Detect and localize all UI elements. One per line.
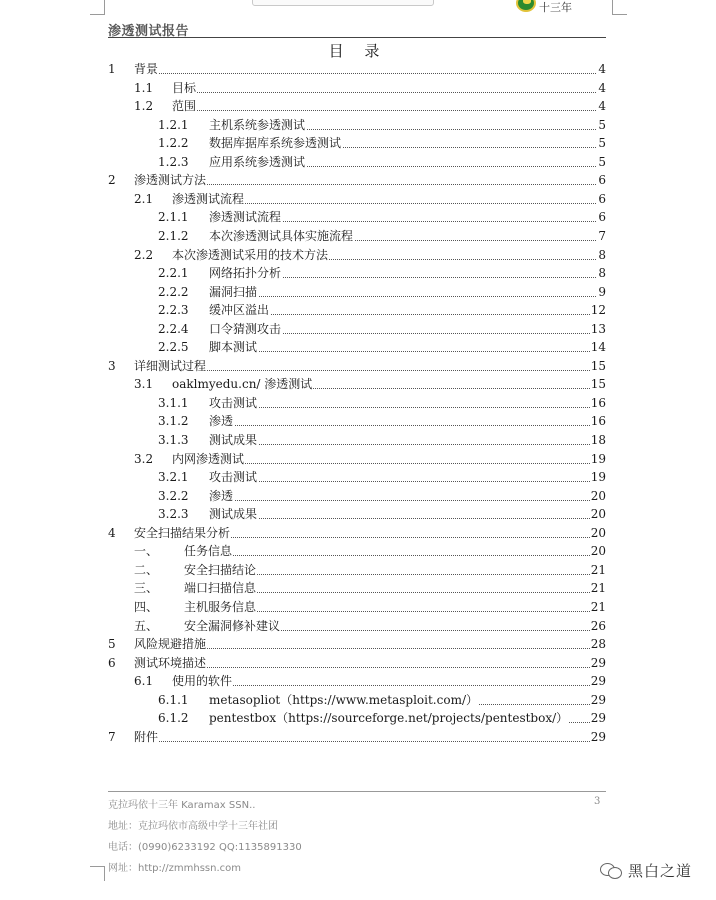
- toc-entry-title: 风险规避措施: [134, 637, 207, 652]
- toc-entry-leader: [134, 73, 596, 74]
- toc-entry-page: 8: [598, 247, 606, 262]
- toc-entry-number: 3.1.2: [158, 414, 189, 429]
- toc-entry[interactable]: [0, 635, 606, 653]
- toc-entry-title: 范围: [172, 99, 197, 114]
- toc-entry[interactable]: [0, 450, 606, 468]
- toc-entry-page: 21: [590, 599, 606, 614]
- toc-entry[interactable]: [0, 246, 606, 264]
- toc-entry-number: 3.1: [134, 377, 154, 392]
- toc-entry-title: 本次渗透测试采用的技术方法: [172, 247, 329, 262]
- toc-entry-page: 21: [590, 562, 606, 577]
- toc-entry-number: 四、: [134, 599, 159, 614]
- toc-entry-number: 1: [108, 62, 116, 76]
- heart-logo-icon: [516, 0, 536, 12]
- toc-entry-title: 缓冲区溢出: [209, 303, 270, 318]
- toc-entry[interactable]: [0, 394, 606, 412]
- top-frame: [252, 0, 434, 6]
- toc-entry-title: 安全扫描结论: [184, 562, 257, 577]
- crop-mark-bottom-left: [90, 866, 105, 881]
- toc-entry[interactable]: [0, 375, 606, 393]
- toc-entry-title: 脚本测试: [209, 340, 258, 355]
- toc-entry-page: 21: [590, 581, 606, 596]
- toc-entry-page: 19: [590, 451, 606, 466]
- toc-entry-title: 背景: [134, 62, 159, 76]
- toc-entry[interactable]: [0, 542, 606, 560]
- toc-entry-page: 6: [598, 191, 606, 206]
- toc-entry-title: 渗透: [209, 414, 234, 429]
- toc-entry-number: 2.2.5: [158, 340, 189, 355]
- toc-entry-page: 4: [598, 62, 606, 76]
- toc-entry-page: 5: [598, 117, 606, 132]
- toc-entry-leader: [172, 92, 596, 93]
- toc-entry[interactable]: [0, 691, 606, 709]
- toc-entry-leader: [172, 685, 596, 686]
- toc-entry-page: 9: [598, 284, 606, 299]
- toc-entry[interactable]: [0, 208, 606, 226]
- toc-entry-title: 渗透: [209, 488, 234, 503]
- toc-entry-number: 3.2: [134, 451, 154, 466]
- toc-entry-page: 29: [590, 674, 606, 689]
- toc-entry-number: 五、: [134, 618, 159, 633]
- toc-entry-number: 3.2.3: [158, 507, 189, 522]
- toc-entry-title: 应用系统参透测试: [209, 154, 306, 169]
- toc-entry-title: 使用的软件: [172, 674, 233, 689]
- toc-entry-page: 4: [598, 99, 606, 114]
- toc-entry-page: 16: [590, 395, 606, 410]
- toc-entry-page: 14: [590, 340, 606, 355]
- toc-entry-title: 数据库据库系统参透测试: [209, 136, 342, 151]
- toc-entry-page: 7: [598, 228, 606, 243]
- toc-entry-number: 6.1.2: [158, 711, 189, 726]
- toc-entry-number: 一、: [134, 544, 159, 559]
- footer-address: 地址：克拉玛依市高级中学十三年社团: [108, 821, 278, 832]
- toc-entry-page: 18: [590, 433, 606, 447]
- toc-entry-page: 29: [590, 711, 606, 726]
- toc-entry-page: 5: [598, 136, 606, 151]
- toc-entry-number: 2.2.4: [158, 321, 189, 336]
- logo-text: 十三年: [539, 1, 572, 14]
- toc-entry-leader: [134, 741, 596, 742]
- toc-entry-number: 二、: [134, 562, 159, 577]
- toc-entry-title: metasopliot（https://www.metasploit.com/）: [209, 692, 478, 707]
- toc-entry[interactable]: [0, 487, 606, 505]
- toc-entry[interactable]: [0, 709, 606, 727]
- toc-entry[interactable]: [0, 412, 606, 430]
- header-rule: [108, 37, 606, 38]
- toc-entry[interactable]: [0, 654, 606, 672]
- toc-entry-leader: [209, 481, 596, 482]
- toc-entry-number: 三、: [134, 581, 159, 596]
- toc-entry-number: 7: [108, 729, 116, 744]
- toc-entry-number: 1.2.1: [158, 117, 189, 132]
- crop-mark-top-left: [90, 0, 105, 15]
- toc-entry-title: 测试环境描述: [134, 655, 207, 670]
- toc-entry-page: 29: [590, 655, 606, 670]
- toc-entry[interactable]: [0, 153, 606, 171]
- toc-entry-number: 4: [108, 525, 116, 540]
- header-title: 渗透测试报告: [108, 24, 190, 39]
- toc-entry[interactable]: [0, 561, 606, 579]
- toc-entry-title: 渗透测试方法: [134, 173, 207, 188]
- toc-entry-number: 2.1.1: [158, 210, 189, 225]
- toc-entry-page: 13: [590, 321, 606, 336]
- toc-entry-leader: [172, 110, 596, 111]
- toc-entry-title: 口令猜测攻击: [209, 321, 282, 336]
- toc-entry-page: 29: [590, 729, 606, 744]
- toc-entry-title: 测试成果: [209, 507, 258, 522]
- toc-entry-number: 6: [108, 655, 116, 670]
- toc-entry-page: 26: [590, 618, 606, 633]
- toc-entry-number: 2.1: [134, 191, 154, 206]
- toc-entry-page: 20: [590, 544, 606, 559]
- toc-entry-page: 20: [590, 507, 606, 522]
- toc-entry-title: 任务信息: [184, 544, 233, 559]
- footer-website: 网址：http://zmmhssn.com: [108, 863, 241, 874]
- toc-entry-number: 2.2.3: [158, 303, 189, 318]
- toc-entry-page: 29: [590, 692, 606, 707]
- toc-entry-number: 3.2.1: [158, 470, 189, 485]
- toc-entry-page: 4: [598, 80, 606, 95]
- toc-entry[interactable]: [0, 97, 606, 115]
- toc-entry-number: 1.2.3: [158, 154, 189, 169]
- toc-entry-leader: [209, 351, 596, 352]
- toc-entry[interactable]: [0, 301, 606, 319]
- watermark-text: 黑白之道: [628, 861, 693, 880]
- toc-entry-page: 20: [590, 488, 606, 503]
- toc-entry[interactable]: [0, 79, 606, 97]
- toc-entry[interactable]: [0, 598, 606, 616]
- toc-entry-number: 2.2.1: [158, 266, 189, 281]
- toc-entry-page: 20: [590, 525, 606, 540]
- toc-entry-number: 2.1.2: [158, 228, 189, 243]
- crop-mark-top-right: [612, 0, 627, 15]
- toc-entry[interactable]: [0, 468, 606, 486]
- toc-entry-title: 端口扫描信息: [184, 581, 257, 596]
- toc-entry-leader: [209, 500, 596, 501]
- toc-entry-number: 3.1.3: [158, 433, 189, 447]
- toc-title: 目 录: [328, 42, 388, 60]
- toc-entry[interactable]: [0, 264, 606, 282]
- toc-entry[interactable]: [0, 227, 606, 245]
- toc-entry-leader: [184, 555, 596, 556]
- toc-entry-title: 测试成果: [209, 433, 258, 447]
- toc-entry-number: 1.2.2: [158, 136, 189, 151]
- toc-entry-leader: [209, 425, 596, 426]
- watermark: [600, 858, 692, 882]
- toc-entry[interactable]: [0, 171, 606, 189]
- toc-entry-number: 1.1: [134, 80, 154, 95]
- footer-org: 克拉玛依十三年 Karamax SSN..: [108, 800, 256, 811]
- toc-entry-number: 2: [108, 173, 116, 188]
- toc-entry[interactable]: [0, 579, 606, 597]
- toc-entry-page: 19: [590, 470, 606, 485]
- toc-entry-title: oaklmyedu.cn/ 渗透测试: [172, 377, 313, 392]
- toc-entry-title: 安全扫描结果分析: [134, 525, 231, 540]
- toc-entry-page: 8: [598, 266, 606, 281]
- wechat-icon: [600, 861, 622, 879]
- header-logo: [516, 0, 586, 14]
- toc-entry[interactable]: [0, 60, 606, 78]
- toc-entry-title: 附件: [134, 729, 159, 744]
- toc-entry-number: 1.2: [134, 99, 154, 114]
- toc-entry-title: 漏洞扫描: [209, 284, 258, 299]
- toc-entry-page: 12: [590, 303, 606, 318]
- toc-entry-title: 渗透测试流程: [172, 191, 245, 206]
- toc-entry-title: 内网渗透测试: [172, 451, 245, 466]
- toc-entry[interactable]: [0, 134, 606, 152]
- toc-entry-title: 网络拓扑分析: [209, 266, 282, 281]
- toc-entry[interactable]: [0, 431, 606, 449]
- toc-entry[interactable]: [0, 283, 606, 301]
- toc-entry[interactable]: [0, 320, 606, 338]
- toc-entry-title: 攻击测试: [209, 470, 258, 485]
- toc-entry[interactable]: [0, 524, 606, 542]
- toc-entry[interactable]: [0, 190, 606, 208]
- toc-entry-number: 2.2.2: [158, 284, 189, 299]
- toc-entry-number: 5: [108, 637, 116, 652]
- footer-phone: 电话：(0990)6233192 QQ:1135891330: [108, 842, 302, 853]
- toc-entry[interactable]: [0, 617, 606, 635]
- toc-entry-page: 16: [590, 414, 606, 429]
- footer-rule: [108, 791, 606, 792]
- toc-entry-leader: [209, 518, 596, 519]
- toc-entry-leader: [209, 407, 596, 408]
- toc-entry[interactable]: [0, 672, 606, 690]
- toc-entry-title: 渗透测试流程: [209, 210, 282, 225]
- toc-entry[interactable]: [0, 505, 606, 523]
- toc-entry-page: 6: [598, 210, 606, 225]
- toc-entry-number: 6.1: [134, 674, 154, 689]
- toc-entry-page: 28: [590, 637, 606, 652]
- toc-entry-page: 15: [590, 358, 606, 373]
- toc-entry-number: 3: [108, 358, 116, 373]
- toc-entry-title: 主机服务信息: [184, 599, 257, 614]
- toc-entry[interactable]: [0, 116, 606, 134]
- toc-entry[interactable]: [0, 728, 606, 746]
- toc-entry-page: 5: [598, 154, 606, 169]
- toc-entry-number: 3.2.2: [158, 488, 189, 503]
- toc-entry-title: 本次渗透测试具体实施流程: [209, 228, 354, 243]
- toc-entry-number: 6.1.1: [158, 692, 189, 707]
- toc-entry-leader: [209, 296, 596, 297]
- toc-entry-page: 15: [590, 377, 606, 392]
- toc-entry-title: 安全漏洞修补建议: [184, 618, 281, 633]
- toc-entry-title: pentestbox（https://sourceforge.net/projects/pentestbox/）: [209, 711, 569, 726]
- toc-entry-number: 3.1.1: [158, 395, 189, 410]
- toc-entry-number: 2.2: [134, 247, 154, 262]
- toc-entry-leader: [209, 444, 596, 445]
- toc-entry-title: 详细测试过程: [134, 358, 207, 373]
- toc-entry-title: 攻击测试: [209, 395, 258, 410]
- toc-entry[interactable]: [0, 338, 606, 356]
- toc-entry-page: 6: [598, 173, 606, 188]
- toc-entry[interactable]: [0, 357, 606, 375]
- toc-entry-title: 目标: [172, 80, 197, 95]
- toc-entry-title: 主机系统参透测试: [209, 117, 306, 132]
- footer-page-number: 3: [594, 796, 601, 807]
